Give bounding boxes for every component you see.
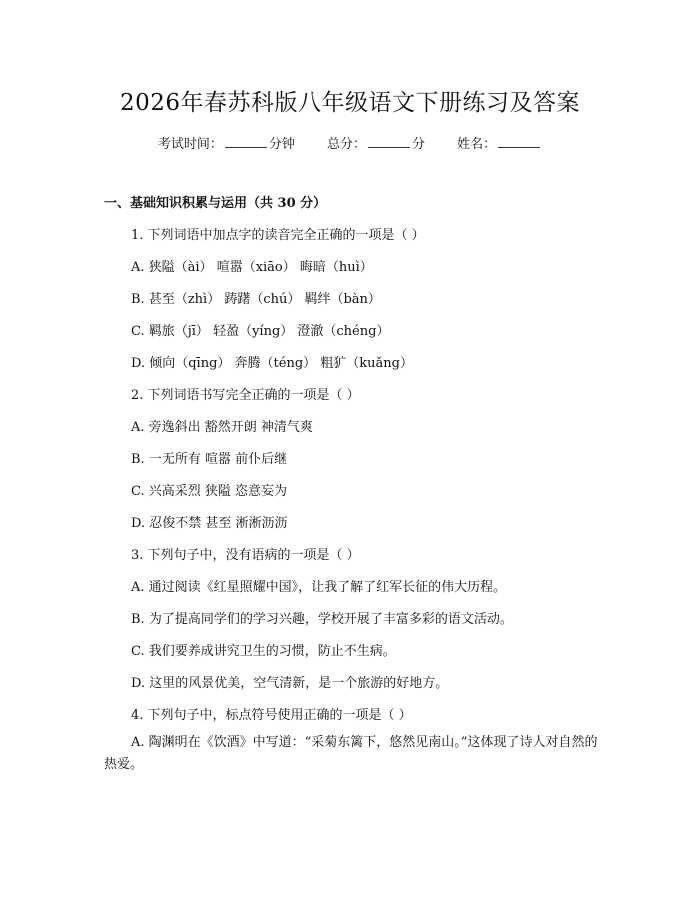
question-2-option-d: D. 忍俊不禁 甚至 淅淅沥沥 [131, 516, 288, 531]
total-score-blank [368, 135, 410, 148]
question-3-option-a: A. 通过阅读《红星照耀中国》，让我了解了红军长征的伟大历程。 [131, 580, 507, 595]
total-score-field [327, 133, 425, 152]
name-field [457, 133, 542, 152]
question-1-option-d: D. 倾向（qīng） 奔腾（téng） 粗犷（kuǎng） [131, 356, 413, 371]
question-3-option-b: B. 为了提高同学们的学习兴趣，学校开展了丰富多彩的语文活动。 [131, 612, 513, 627]
question-2-stem: 2. 下列词语书写完全正确的一项是（ ） [131, 388, 360, 403]
question-3-option-d: D. 这里的风景优美，空气清新，是一个旅游的好地方。 [131, 676, 449, 691]
exam-time-field [158, 133, 295, 152]
total-score-unit: 分 [412, 137, 426, 152]
question-4-stem: 4. 下列句子中，标点符号使用正确的一项是（ ） [131, 708, 412, 723]
question-3-stem: 3. 下列句子中，没有语病的一项是（ ） [131, 548, 360, 563]
question-3-option-c: C. 我们要养成讲究卫生的习惯，防止不生病。 [131, 644, 396, 659]
name-label: 姓名： [457, 137, 497, 152]
question-1-option-c: C. 羁旅（jī） 轻盈（yíng） 澄澈（chéng） [131, 324, 390, 339]
question-4-option-a: A. 陶渊明在《饮酒》中写道：“采菊东篱下，悠然见南山。”这体现了诗人对自然的热爱。 [104, 735, 598, 772]
document-title: 2026年春苏科版八年级语文下册练习及答案 [119, 90, 581, 116]
exam-time-unit: 分钟 [268, 137, 295, 152]
question-2-option-b: B. 一无所有 喧嚣 前仆后继 [131, 452, 288, 467]
question-1-stem: 1. 下列词语中加点字的读音完全正确的一项是（ ） [131, 228, 425, 243]
question-2-option-c: C. 兴高采烈 狭隘 恣意妄为 [131, 484, 288, 499]
question-1-option-b: B. 甚至（zhì） 踌躇（chú） 羁绊（bàn） [131, 292, 381, 307]
exam-info-line [0, 133, 700, 152]
total-score-label: 总分： [326, 137, 366, 152]
exam-time-label: 考试时间： [157, 137, 223, 152]
section-title: 一、基础知识积累与运用（共 30 分） [104, 196, 327, 211]
question-1-option-a: A. 狭隘（ài） 喧嚣（xiāo） 晦暗（huì） [131, 260, 373, 275]
name-blank [498, 135, 540, 148]
exam-time-blank [225, 135, 267, 148]
question-2-option-a: A. 旁逸斜出 豁然开朗 神清气爽 [131, 420, 313, 435]
